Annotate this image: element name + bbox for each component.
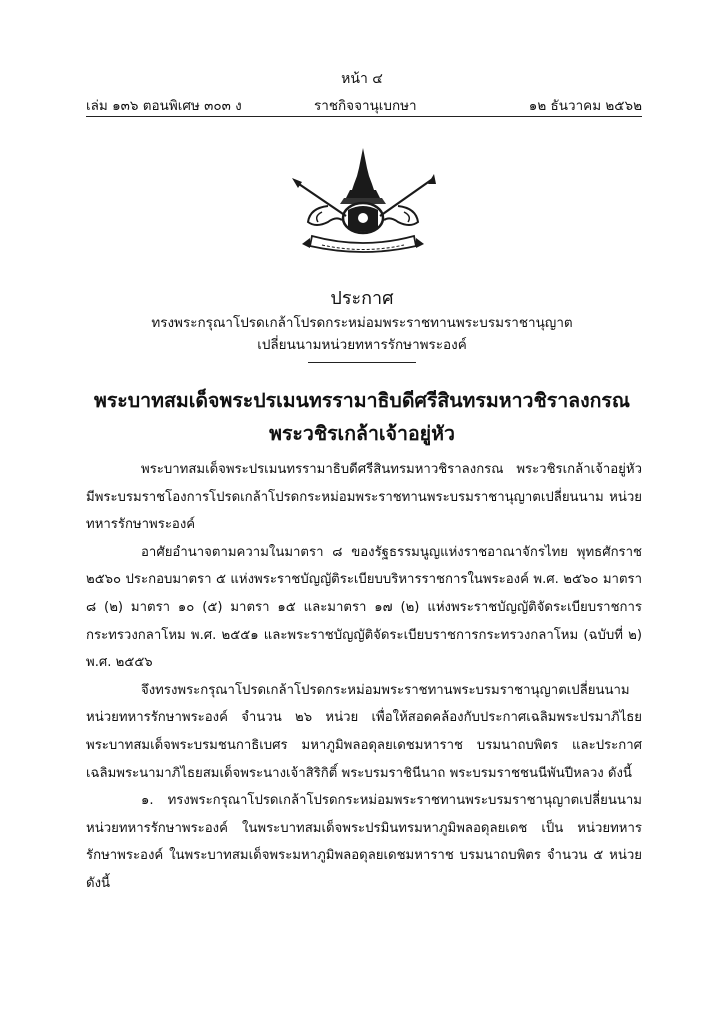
royal-name-line-1: พระบาทสมเด็จพระปรเมนทรรามาธิบดีศรีสินทรมหาวชิราลงกรณ — [93, 389, 630, 412]
body-paragraph-3: จึงทรงพระกรุณาโปรดเกล้าโปรดกระหม่อมพระราชทานพระบรมราชานุญาตเปลี่ยนนาม หน่วยทหารรักษาพระองค์ จำนวน ๒๖ หน่วย เพื่อให้สอดคล้องกับประกาศเฉลิมพระปรมาภิไธย พระบาทสมเด็จพระบรมชนกาธิเบศร มหาภูมิพลอดุลยเดชมหาราช บรมนาถบพิตร และประกาศ เฉลิมพระนามาภิไธยสมเด็จพระนางเจ้าสิริกิติ์ พระบรมราชินีนาถ พระบรมราชชนนีพันปีหลวง ดังนี้ — [86, 682, 642, 781]
publication-date: ๑๒ ธันวาคม ๒๕๖๒ — [528, 98, 642, 114]
royal-name-heading — [0, 384, 724, 450]
page-number: หน้า ๔ — [341, 71, 383, 87]
gazette-name: ราชกิจจานุเบกษา — [314, 98, 417, 114]
announcement-body — [86, 456, 642, 898]
body-paragraph-1: พระบาทสมเด็จพระปรเมนทรรามาธิบดีศรีสินทรมหาวชิราลงกรณ พระวชิรเกล้าเจ้าอยู่หัว มีพระบรมราชโองการโปรดเกล้าโปรดกระหม่อมพระราชทานพระบรมราชานุญาตเปลี่ยนนาม หน่วยทหารรักษาพระองค์ — [86, 462, 642, 533]
announcement-heading — [0, 286, 724, 363]
body-paragraph-2: อาศัยอำนาจตามความในมาตรา ๘ ของรัฐธรรมนูญแห่งราชอาณาจักรไทย พุทธศักราช ๒๕๖๐ ประกอบมาตรา ๕ แห่งพระราชบัญญัติระเบียบบริหารราชการในพระองค์ พ.ศ. ๒๕๖๐ มาตรา ๘ (๒) มาตรา ๑๐ (๕) มาตรา ๑๕ และมาตรา ๑๗ (๒) แห่งพระราชบัญญัติจัดระเบียบราชการกระทรวงกลาโหม พ.ศ. ๒๕๕๑ และพระราชบัญญัติจัดระเบียบราชการกระทรวงกลาโหม (ฉบับที่ ๒) พ.ศ. ๒๕๕๖ — [86, 544, 642, 671]
announcement-subject-line-2: เปลี่ยนนามหน่วยทหารรักษาพระองค์ — [257, 337, 467, 353]
body-paragraph-4: ๑. ทรงพระกรุณาโปรดเกล้าโปรดกระหม่อมพระราชทานพระบรมราชานุญาตเปลี่ยนนาม หน่วยทหารรักษาพระองค์ ในพระบาทสมเด็จพระปรมินทรมหาภูมิพลอดุลยเดช เป็น หน่วยทหาร รักษาพระองค์ ในพระบาทสมเด็จพระมหาภูมิพลอดุลยเดชมหาราช บรมนาถบพิตร จำนวน ๕ หน่วย ดังนี้ — [86, 793, 642, 891]
announcement-subject-line-1: ทรงพระกรุณาโปรดเกล้าโปรดกระหม่อมพระราชทานพระบรมราชานุญาต — [151, 315, 573, 331]
announcement-title: ประกาศ — [330, 288, 394, 309]
title-divider — [308, 362, 416, 363]
royal-emblem-seal-icon — [288, 146, 438, 256]
volume-issue: เล่ม ๑๓๖ ตอนพิเศษ ๓๐๓ ง — [86, 98, 242, 114]
royal-name-line-2: พระวชิรเกล้าเจ้าอยู่หัว — [269, 422, 455, 445]
gazette-header — [86, 94, 642, 117]
